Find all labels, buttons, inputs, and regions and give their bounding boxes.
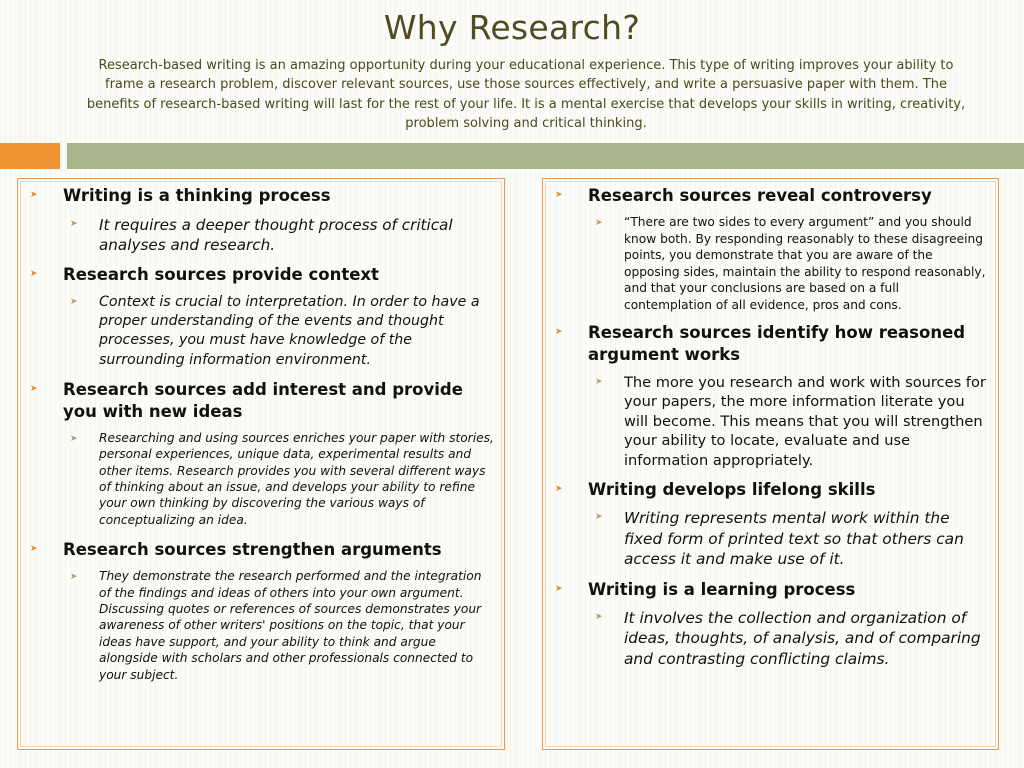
bullet-detail: Context is crucial to interpretation. In order to have a proper understanding of the events and thought processes, you must have knowledge of the surrounding information environment. bbox=[99, 294, 480, 368]
slide-title: Why Research? bbox=[383, 8, 641, 47]
bullet-heading: Research sources reveal controversy bbox=[588, 186, 932, 205]
arrow-bullet-icon: ➤ bbox=[595, 218, 603, 228]
bullet-heading: Research sources strengthen arguments bbox=[63, 540, 442, 560]
bullet-detail: Writing represents mental work within the fixed form of printed text so that others can access it and make use of it. bbox=[624, 509, 964, 569]
bullet-item bbox=[543, 579, 998, 601]
sub-bullet-item bbox=[543, 608, 998, 670]
bullet-item bbox=[18, 185, 504, 207]
arrow-bullet-icon: ➤ bbox=[555, 583, 563, 594]
bullet-item bbox=[18, 379, 504, 423]
bullet-item bbox=[18, 264, 504, 286]
bullet-heading: Research sources identify how reasoned argument works bbox=[588, 323, 966, 364]
left-content-panel bbox=[17, 178, 505, 750]
arrow-bullet-icon: ➤ bbox=[555, 484, 563, 495]
arrow-bullet-icon: ➤ bbox=[595, 377, 603, 387]
arrow-bullet-icon: ➤ bbox=[30, 383, 38, 394]
arrow-bullet-icon: ➤ bbox=[595, 611, 603, 622]
bullet-item bbox=[543, 185, 998, 207]
bullet-heading: Writing develops lifelong skills bbox=[588, 480, 876, 500]
sub-bullet-item bbox=[18, 568, 504, 683]
arrow-bullet-icon: ➤ bbox=[30, 269, 38, 279]
bullet-item bbox=[543, 479, 998, 501]
arrow-bullet-icon: ➤ bbox=[70, 572, 78, 583]
arrow-bullet-icon: ➤ bbox=[30, 190, 38, 200]
bullet-heading: Writing is a learning process bbox=[588, 579, 856, 599]
arrow-bullet-icon: ➤ bbox=[70, 297, 78, 307]
arrow-bullet-icon: ➤ bbox=[555, 190, 563, 200]
bullet-detail: “There are two sides to every argument” and you should know both. By responding reasonably to these disagreeing points, you demonstrate that you are aware of the opposing sides, maintain the ability to respond reasonably, and that your conclusions are based on a full contemplation of all evidence, pros and cons. bbox=[624, 215, 986, 312]
accent-bar-green bbox=[67, 143, 1024, 169]
left-bullet-list bbox=[18, 184, 504, 683]
bullet-detail: Researching and using sources enriches your paper with stories, personal experiences, unique data, experimental results and other items. Research provides you with several different ways of thinking about an issue, and develops your ability to refine your own thinking by discovering the various ways of conceptualizing an idea. bbox=[99, 430, 494, 527]
sub-bullet-item bbox=[543, 508, 998, 570]
arrow-bullet-icon: ➤ bbox=[70, 433, 78, 444]
bullet-heading: Research sources add interest and provide you with new ideas bbox=[63, 379, 463, 421]
bullet-detail: They demonstrate the research performed and the integration of the findings and ideas of others into your own argument. Discussing quotes or references of sources demonstrates your awareness of other writers' positions on the topic, that your ideas have support, and your ability to think and argue alongside with scholars and other professionals connected to your subject. bbox=[99, 569, 482, 682]
sub-bullet-item bbox=[18, 215, 504, 255]
bullet-heading: Writing is a thinking process bbox=[63, 186, 331, 205]
accent-bar-orange bbox=[0, 143, 60, 169]
arrow-bullet-icon: ➤ bbox=[30, 544, 38, 555]
bullet-detail: It requires a deeper thought process of critical analyses and research. bbox=[99, 216, 453, 254]
bullet-heading: Research sources provide context bbox=[63, 265, 379, 284]
arrow-bullet-icon: ➤ bbox=[595, 512, 603, 523]
bullet-item bbox=[543, 322, 998, 366]
sub-bullet-item bbox=[18, 293, 504, 370]
bullet-detail: The more you research and work with sources for your papers, the more information literate you will become. This means that you will strengthen your ability to locate, evaluate and use information appropriately. bbox=[624, 374, 986, 469]
right-content-panel bbox=[542, 178, 999, 750]
sub-bullet-item bbox=[543, 373, 998, 470]
arrow-bullet-icon: ➤ bbox=[70, 219, 78, 229]
bullet-item bbox=[18, 539, 504, 561]
sub-bullet-item bbox=[18, 430, 504, 528]
bullet-detail: It involves the collection and organization of ideas, thoughts, of analysis, and of comparing and contrasting conflicting claims. bbox=[624, 608, 981, 668]
slide-subtitle: Research-based writing is an amazing opportunity during your educational experience. This type of writing improves your ability to frame a research problem, discover relevant sources, use those sources effectively, and write a persuasive paper with them. The benefits of research-based writing will last for the rest of your life. It is a mental exercise that develops your skills in writing, creativity, problem solving and critical thinking. bbox=[86, 58, 966, 132]
right-bullet-list bbox=[543, 184, 998, 670]
arrow-bullet-icon: ➤ bbox=[555, 327, 563, 337]
sub-bullet-item bbox=[543, 214, 998, 313]
